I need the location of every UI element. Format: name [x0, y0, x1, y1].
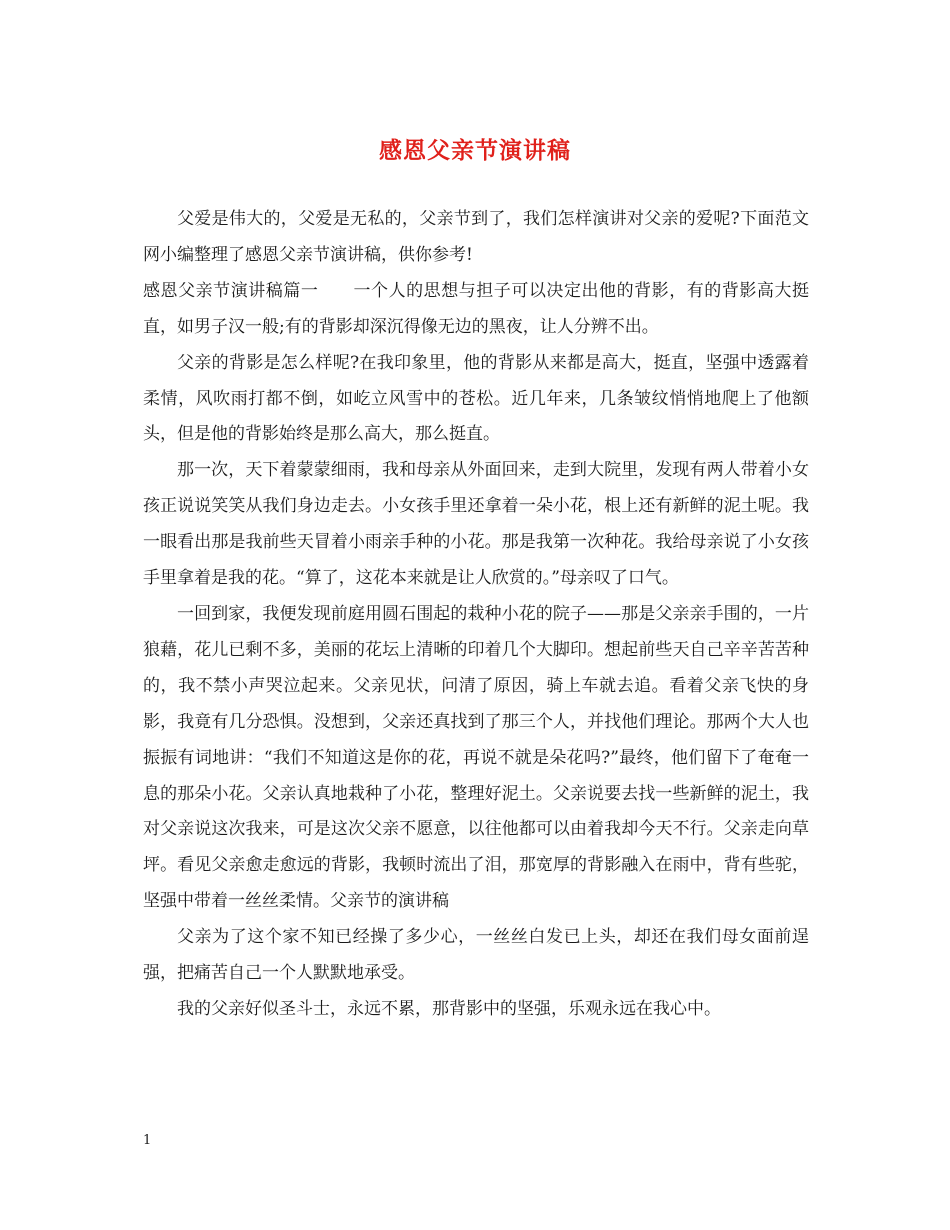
page-number: 1 [143, 1133, 152, 1148]
paragraph-1: 父爱是伟大的，父爱是无私的，父亲节到了，我们怎样演讲对父亲的爱呢?下面范文网小编整理了感恩父亲节演讲稿，供你参考! [143, 209, 809, 265]
paragraph-5: 一回到家，我便发现前庭用圆石围起的栽种小花的院子——那是父亲亲手围的，一片狼藉，花儿已剩不多，美丽的花坛上清晰的印着几个大脚印。想起前些天自己辛辛苦苦种的，我不禁小声哭泣起来。父亲见状，问清了原因，骑上车就去追。看着父亲飞快的身影，我竟有几分恐惧。没想到，父亲还真找到了那三个人，并找他们理论。那两个大人也振振有词地讲：“我们不知道这是你的花，再说不就是朵花吗?”最终，他们留下了奄奄一息的那朵小花。父亲认真地栽种了小花，整理好泥土。父亲说要去找一些新鲜的泥土，我对父亲说这次我来，可是这次父亲不愿意，以往他都可以由着我却今天不行。父亲走向草坪。看见父亲愈走愈远的背影，我顿时流出了泪，那宽厚的背影融入在雨中，背有些驼，坚强中带着一丝丝柔情。父亲节的演讲稿 [143, 603, 809, 912]
document-title: 感恩父亲节演讲稿 [379, 138, 571, 164]
paragraph-3: 父亲的背影是怎么样呢?在我印象里，他的背影从来都是高大，挺直，坚强中透露着柔情，风吹雨打都不倒，如屹立风雪中的苍松。近几年来，几条皱纹悄悄地爬上了他额头，但是他的背影始终是那么高大，那么挺直。 [143, 352, 809, 445]
paragraph-7: 我的父亲好似圣斗士，永远不累，那背影中的坚强，乐观永远在我心中。 [177, 998, 721, 1019]
document-body [143, 202, 809, 1028]
paragraph-6: 父亲为了这个家不知已经操了多少心，一丝丝白发已上头，却还在我们母女面前逞强，把痛苦自己一个人默默地承受。 [143, 927, 809, 984]
paragraph-2: 感恩父亲节演讲稿篇一 一个人的思想与担子可以决定出他的背影，有的背影高大挺直，如男子汉一般;有的背影却深沉得像无边的黑夜，让人分辨不出。 [143, 280, 809, 337]
paragraph-4: 那一次，天下着蒙蒙细雨，我和母亲从外面回来，走到大院里，发现有两人带着小女孩正说说笑笑从我们身边走去。小女孩手里还拿着一朵小花，根上还有新鲜的泥土呢。我一眼看出那是我前些天冒着小雨亲手种的小花。那是我第一次种花。我给母亲说了小女孩手里拿着是我的花。“算了，这花本来就是让人欣赏的。”母亲叹了口气。 [143, 460, 809, 589]
